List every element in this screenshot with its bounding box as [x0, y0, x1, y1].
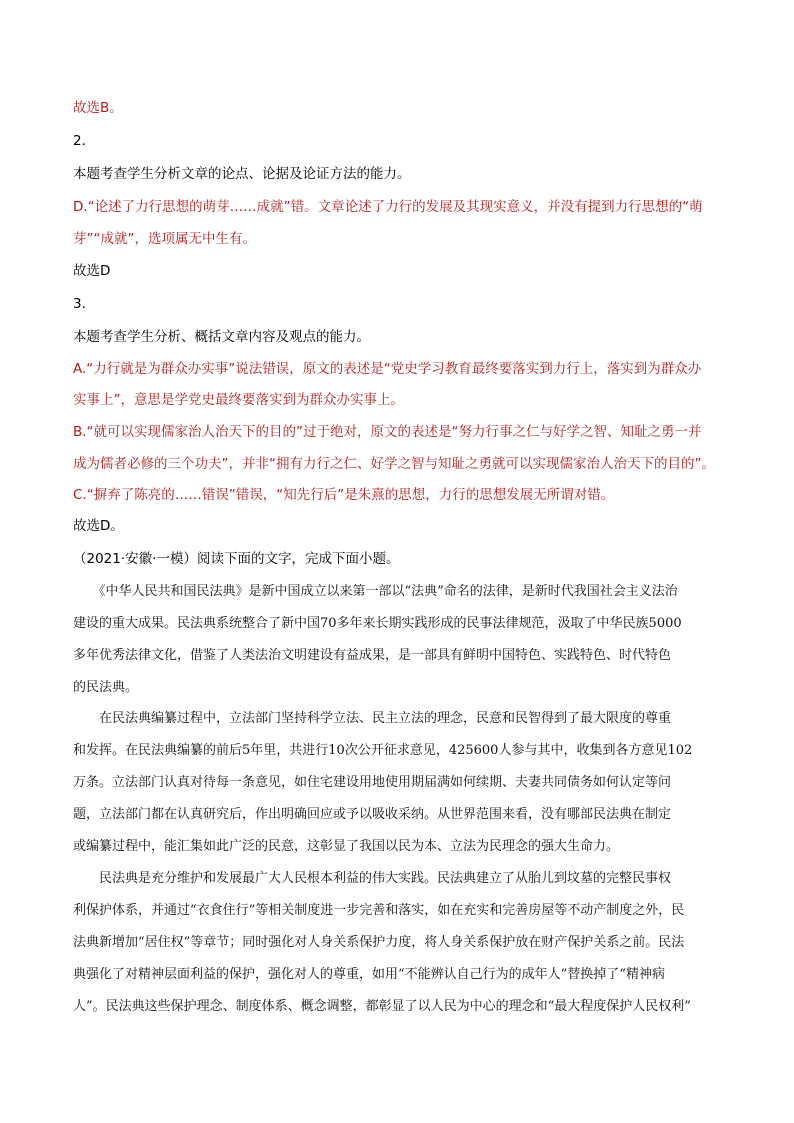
passage-line: 民法典是充分维护和发展最广大人民根本利益的伟大实践。民法典建立了从胎儿到坟墓的完整民事权 — [73, 871, 672, 886]
answer-line: 2． — [73, 133, 96, 149]
passage-line: 题，立法部门都在认真研究后，作出明确回应或予以吸收采纳。从世界范围来看，没有哪部民法典在制定 — [73, 807, 672, 822]
answer-line: C.“摒弃了陈亮的……错误”错误，“知先行后”是朱熹的思想，力行的思想发展无所谓对错。 — [73, 487, 615, 503]
answer-line: 本题考查学生分析文章的论点、论据及论证方法的能力。 — [73, 166, 411, 182]
passage-line: 法典新增加“居住权”等章节；同时强化对人身关系保护力度，将人身关系保护放在财产保护关系之前。民法 — [73, 935, 685, 950]
answer-line: 芽”“成就”，选项属无中生有。 — [73, 231, 256, 247]
passage-line: 万条。立法部门认真对待每一条意见，如住宅建设用地使用期届满如何续期、夫妻共同债务如何认定等问 — [73, 775, 672, 790]
answer-line: D.“论述了力行思想的萌芽……成就”错。文章论述了力行的发展及其现实意义，并没有提到力行思想的“萌 — [73, 199, 703, 215]
answer-line: A.“力行就是为群众办实事”说法错误，原文的表述是“党史学习教育最终要落实到力行上，落实到为群众办 — [73, 361, 702, 377]
passage-line: 典强化了对精神层面利益的保护，强化对人的尊重，如用“不能辨认自己行为的成年人”替换掉了“精神病 — [73, 967, 665, 982]
passage-line: 《中华人民共和国民法典》是新中国成立以来第一部以“法典”命名的法律，是新时代我国社会主义法治 — [73, 584, 678, 599]
passage-line: 建设的重大成果。民法典系统整合了新中国70多年来长期实践形成的民事法律规范，汲取了中华民族5000 — [73, 616, 682, 631]
answer-line: 故选D。 — [73, 518, 124, 534]
answer-line: 故选B。 — [73, 100, 123, 116]
passage-line: 的民法典。 — [73, 680, 139, 695]
answer-line: 实事上”，意思是学党史最终要落实到为群众办实事上。 — [73, 392, 404, 408]
passage-line: 人”。民法典这些保护理念、制度体系、概念调整，都彰显了以人民为中心的理念和“最大程度保护人民权利” — [73, 999, 691, 1014]
answer-line: 本题考查学生分析、概括文章内容及观点的能力。 — [73, 329, 370, 345]
question-intro: （2021·安徽·一模）阅读下面的文字，完成下面小题。 — [73, 551, 400, 567]
answer-line: 成为儒者必修的三个功夫”，并非“拥有力行之仁、好学之智与知耻之勇就可以实现儒家治人治天下的目的”。 — [73, 456, 715, 472]
answer-line: B.“就可以实现儒家治人治天下的目的”过于绝对，原文的表述是“努力行事之仁与好学之智、知耻之勇一并 — [73, 424, 702, 440]
passage-line: 和发挥。在民法典编纂的前后5年里，共进行10次公开征求意见，425600人参与其中，收集到各方意见102 — [73, 743, 693, 758]
passage-line: 在民法典编纂过程中，立法部门坚持科学立法、民主立法的理念，民意和民智得到了最大限度的尊重 — [73, 711, 672, 726]
passage-line: 多年优秀法律文化，借鉴了人类法治文明建设有益成果，是一部具有鲜明中国特色、实践特色、时代特色 — [73, 648, 672, 663]
passage-line: 或编纂过程中，能汇集如此广泛的民意，这彰显了我国以民为本、立法为民理念的强大生命力。 — [73, 839, 620, 854]
answer-line: 故选D — [73, 263, 111, 279]
passage-line: 利保护体系，并通过“衣食住行”等相关制度进一步完善和落实，如在充实和完善房屋等不动产制度之外，民 — [73, 903, 685, 918]
answer-line: 3． — [73, 296, 96, 312]
